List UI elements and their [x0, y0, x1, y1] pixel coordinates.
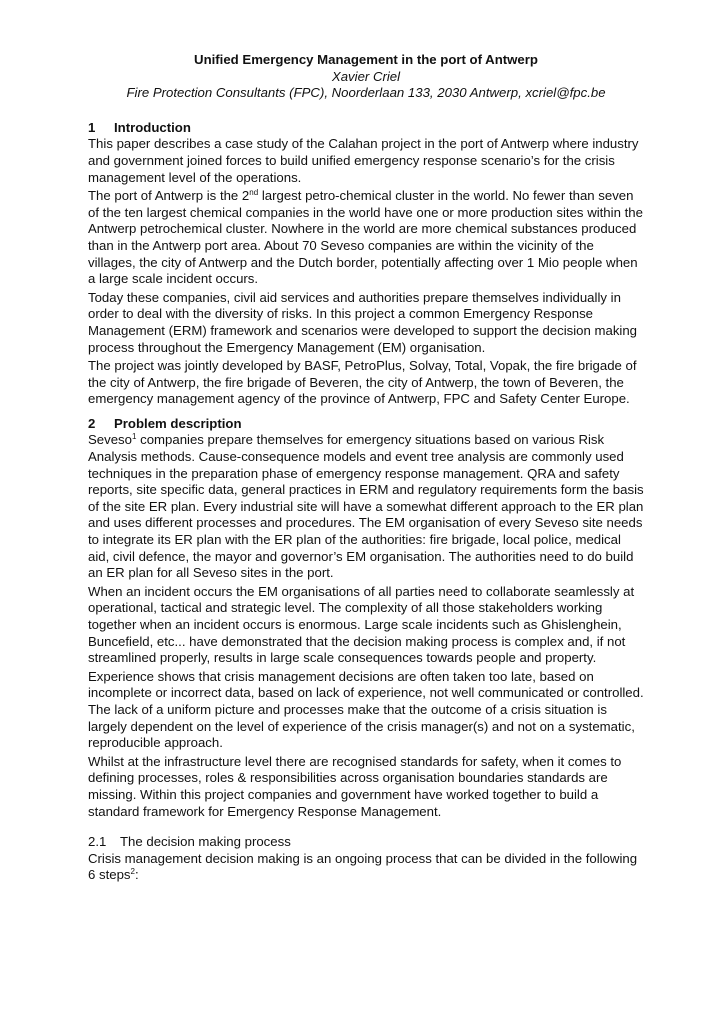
footnote-marker: 2 [130, 867, 135, 877]
section-heading-problem-description [88, 416, 644, 433]
problem-paragraph-2: When an incident occurs the EM organisations of all parties need to collaborate seamlessly at operational, tactical and strategic level. The complexity of all those stakeholders working together when an incident occurs is enormous. Large scale incidents such as Ghislenghein, Buncefield, etc... have demonstrated that the decision making process is complex and, if not streamlined properly, results in large scale consequences towards people and property. [88, 583, 635, 666]
decision-paragraph-1 [88, 851, 644, 884]
text-run: The port of Antwerp is the 2 [88, 188, 250, 204]
intro-paragraph-3: Today these companies, civil aid services and authorities prepare themselves individually in order to deal with the diversity of risks. In this project a common Emergency Response Management (ERM) framework and scenarios were developed to support the decision making process throughout the Emergency Management (EM) organisation. [88, 289, 638, 355]
text-run: companies prepare themselves for emergency situations based on various Risk Analysis methods. Cause-consequence models and event tree analysis are commonly used techniques in the preparation phase of emergency response management. QRA and safety reports, site specific data, general practices in ERM and regulatory requirements form the basis of the site ER plan. Every industrial site will have a somewhat different approach to the ER plan and uses different processes and procedures. The EM organisation of every Seveso site needs to integrate its ER plan with the ER plan of the authorities: fire brigade, local police, medical aid, civil defence, the mayor and governor’s EM organisation. The authorities need to do build an ER plan for all Seveso sites in the port. [88, 432, 644, 581]
subsection-heading-decision-making [88, 834, 644, 851]
intro-paragraph-2 [88, 188, 644, 288]
section-heading-introduction [88, 120, 644, 137]
problem-paragraph-3: Experience shows that crisis management decisions are often taken too late, based on incomplete or incorrect data, based on lack of experience, not well communicated or controlled. The lack of a uniform picture and processes make that the outcome of a crisis situation is largely dependent on the level of experience of the crisis manager(s) and not on a systematic, reproducible approach. [88, 668, 644, 751]
section-number: 2 [88, 415, 96, 431]
section-number: 1 [88, 119, 96, 135]
text-run: Crisis management decision making is an ongoing process that can be divided in the following 6 steps [88, 850, 638, 883]
section-title: Problem description [114, 415, 242, 431]
text-run: Seveso [88, 432, 132, 448]
paper-title: Unified Emergency Management in the port of Antwerp [194, 52, 538, 67]
subsection-title: The decision making process [120, 834, 291, 850]
paper-affiliation: Fire Protection Consultants (FPC), Noorderlaan 133, 2030 Antwerp, xcriel@fpc.be [126, 85, 606, 101]
intro-paragraph-4: The project was jointly developed by BASF, PetroPlus, Solvay, Total, Vopak, the fire brigade of the city of Antwerp, the fire brigade of Beveren, the city of Antwerp, the town of Beveren, the emergency management agency of the province of Antwerp, FPC and Safety Center Europe. [88, 358, 637, 407]
text-run: : [134, 867, 139, 883]
problem-paragraph-1 [88, 432, 644, 581]
superscript: nd [249, 188, 259, 198]
spacer [88, 102, 644, 120]
text-run: largest petro-chemical cluster in the world. No fewer than seven of the ten largest chemical companies in the world have one or more production sites within the Antwerp petrochemical cluster. Nowhere in the world are more chemical substances produced than in the Antwerp port area. About 70 Seveso companies are within the vicinity of the villages, the city of Antwerp and the Dutch border, potentially affecting over 1 Mio people when a large scale incident occurs. [88, 188, 643, 287]
document-page [88, 52, 644, 886]
intro-paragraph-1: This paper describes a case study of the Calahan project in the port of Antwerp where industry and government joined forces to build unified emergency response scenario’s for the crisis management level of the operations. [88, 136, 639, 185]
footnote-marker: 1 [132, 432, 137, 442]
problem-paragraph-4: Whilst at the infrastructure level there are recognised standards for safety, when it comes to defining processes, roles & responsibilities across organisation boundaries standards are missing. Within this project companies and government have worked together to build a standard framework for Emergency Response Management. [88, 753, 622, 819]
section-title: Introduction [114, 119, 191, 135]
subsection-number: 2.1 [88, 834, 107, 850]
paper-author: Xavier Criel [331, 68, 401, 84]
